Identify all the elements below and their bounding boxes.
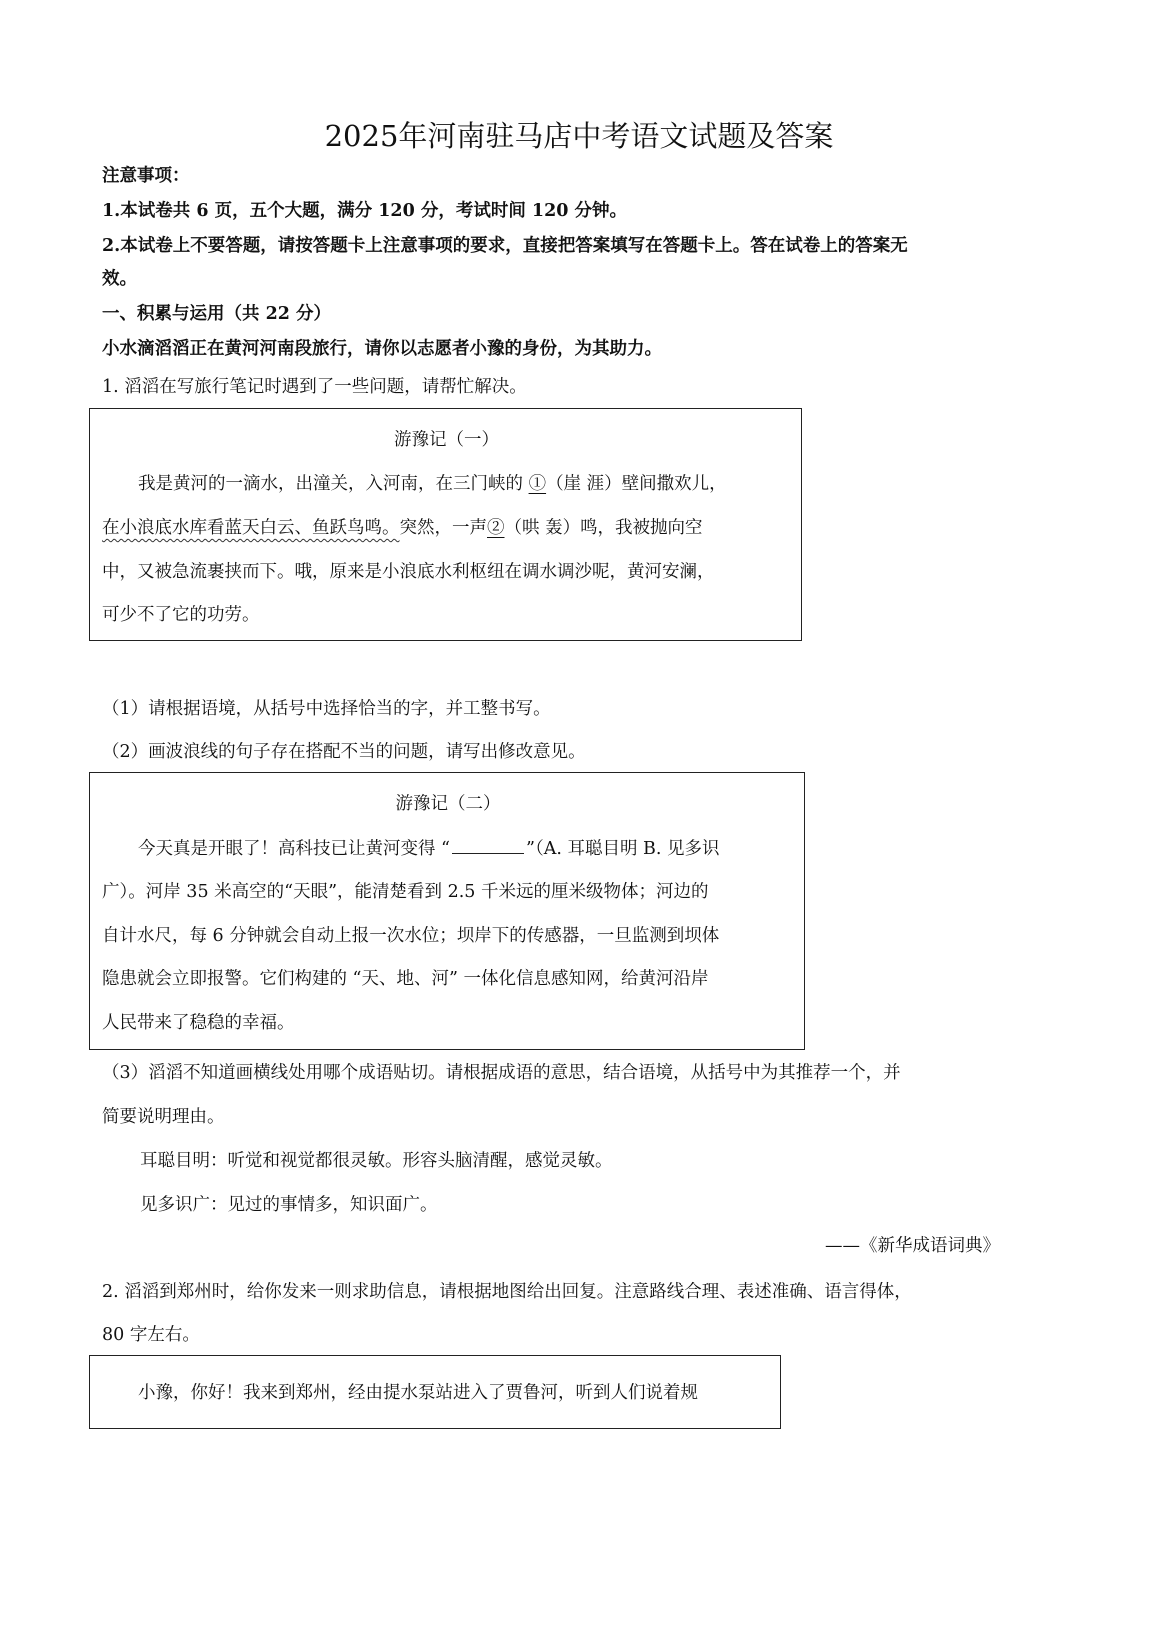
passage-2-line-3: 自计水尺，每 6 分钟就会自动上报一次水位；坝岸下的传感器，一旦监测到坝体 — [102, 926, 720, 946]
passage-2-title: 游豫记（二） — [395, 794, 501, 814]
sub-question-3-cont: 简要说明理由。 — [102, 1107, 225, 1127]
question-1-stem: 1. 滔滔在写旅行笔记时遇到了一些问题，请帮忙解决。 — [102, 377, 527, 397]
passage-1-line-4: 可少不了它的功劳。 — [102, 605, 260, 625]
notice-line-2-cont: 效。 — [102, 269, 137, 289]
passage-box-2 — [89, 772, 805, 1050]
passage-2-line-5: 人民带来了稳稳的幸福。 — [102, 1013, 295, 1033]
passage-1-title: 游豫记（一） — [394, 430, 499, 450]
message-line-1: 小豫，你好！我来到郑州，经由提水泵站进入了贾鲁河，听到人们说着规 — [138, 1383, 698, 1403]
passage-1-line-1 — [138, 471, 727, 497]
section-1-heading: 一、积累与运用（共 22 分） — [102, 304, 332, 324]
notice-line-1: 1.本试卷共 6 页，五个大题，满分 120 分，考试时间 120 分钟。 — [102, 201, 628, 221]
idiom-definition-2: 见多识广：见过的事情多，知识面广。 — [140, 1195, 438, 1215]
passage-2-line-1 — [138, 835, 720, 862]
passage-2-text: ”（A. 耳聪目明 B. 见多识 — [526, 839, 720, 859]
wavy-underlined-sentence: 在小浪底水库看蓝天白云、鱼跃鸟鸣。 — [102, 518, 400, 538]
fill-blank — [452, 835, 524, 854]
passage-1-text: （崖 涯）壁间撒欢儿， — [546, 474, 727, 494]
passage-2-text: 今天真是开眼了！高科技已让黄河变得 “ — [138, 839, 451, 859]
passage-2-line-2: 广）。河岸 35 米高空的“天眼”，能清楚看到 2.5 千米远的厘米级物体；河边的 — [102, 882, 709, 902]
passage-1-line-3: 中，又被急流裹挟而下。哦，原来是小浪底水利枢纽在调水调沙呢，黄河安澜， — [102, 562, 715, 582]
blank-marker-1: ① — [528, 474, 547, 494]
sub-question-1: （1）请根据语境，从括号中选择恰当的字，并工整书写。 — [102, 699, 551, 719]
notice-heading: 注意事项： — [102, 166, 190, 186]
question-2-stem: 2. 滔滔到郑州时，给你发来一则求助信息，请根据地图给出回复。注意路线合理、表述准确、语言得体， — [102, 1282, 912, 1302]
passage-1-line-2 — [102, 515, 703, 541]
blank-marker-2: ② — [487, 518, 505, 538]
passage-box-1 — [89, 408, 802, 641]
idiom-definition-1: 耳聪目明：听觉和视觉都很灵敏。形容头脑清醒，感觉灵敏。 — [140, 1151, 613, 1171]
passage-1-text: 突然，一声 — [399, 518, 487, 538]
citation-source: ——《新华成语词典》 — [825, 1236, 1000, 1256]
passage-1-text: 我是黄河的一滴水，出潼关，入河南，在三门峡的 — [138, 474, 529, 494]
sub-question-2: （2）画波浪线的句子存在搭配不当的问题，请写出修改意见。 — [102, 742, 586, 762]
passage-2-line-4: 隐患就会立即报警。它们构建的 “天、地、河” 一体化信息感知网，给黄河沿岸 — [102, 969, 709, 989]
passage-1-text: （哄 轰）鸣，我被抛向空 — [504, 518, 703, 538]
section-1-intro: 小水滴滔滔正在黄河河南段旅行，请你以志愿者小豫的身份，为其助力。 — [102, 339, 662, 359]
message-box — [89, 1355, 781, 1429]
question-2-stem-cont: 80 字左右。 — [102, 1325, 200, 1345]
page-title: 2025年河南驻马店中考语文试题及答案 — [324, 119, 834, 153]
sub-question-3: （3）滔滔不知道画横线处用哪个成语贴切。请根据成语的意思，结合语境，从括号中为其推荐一个，并 — [102, 1063, 901, 1083]
notice-line-2: 2.本试卷上不要答题，请按答题卡上注意事项的要求，直接把答案填写在答题卡上。答在试卷上的答案无 — [102, 236, 908, 256]
